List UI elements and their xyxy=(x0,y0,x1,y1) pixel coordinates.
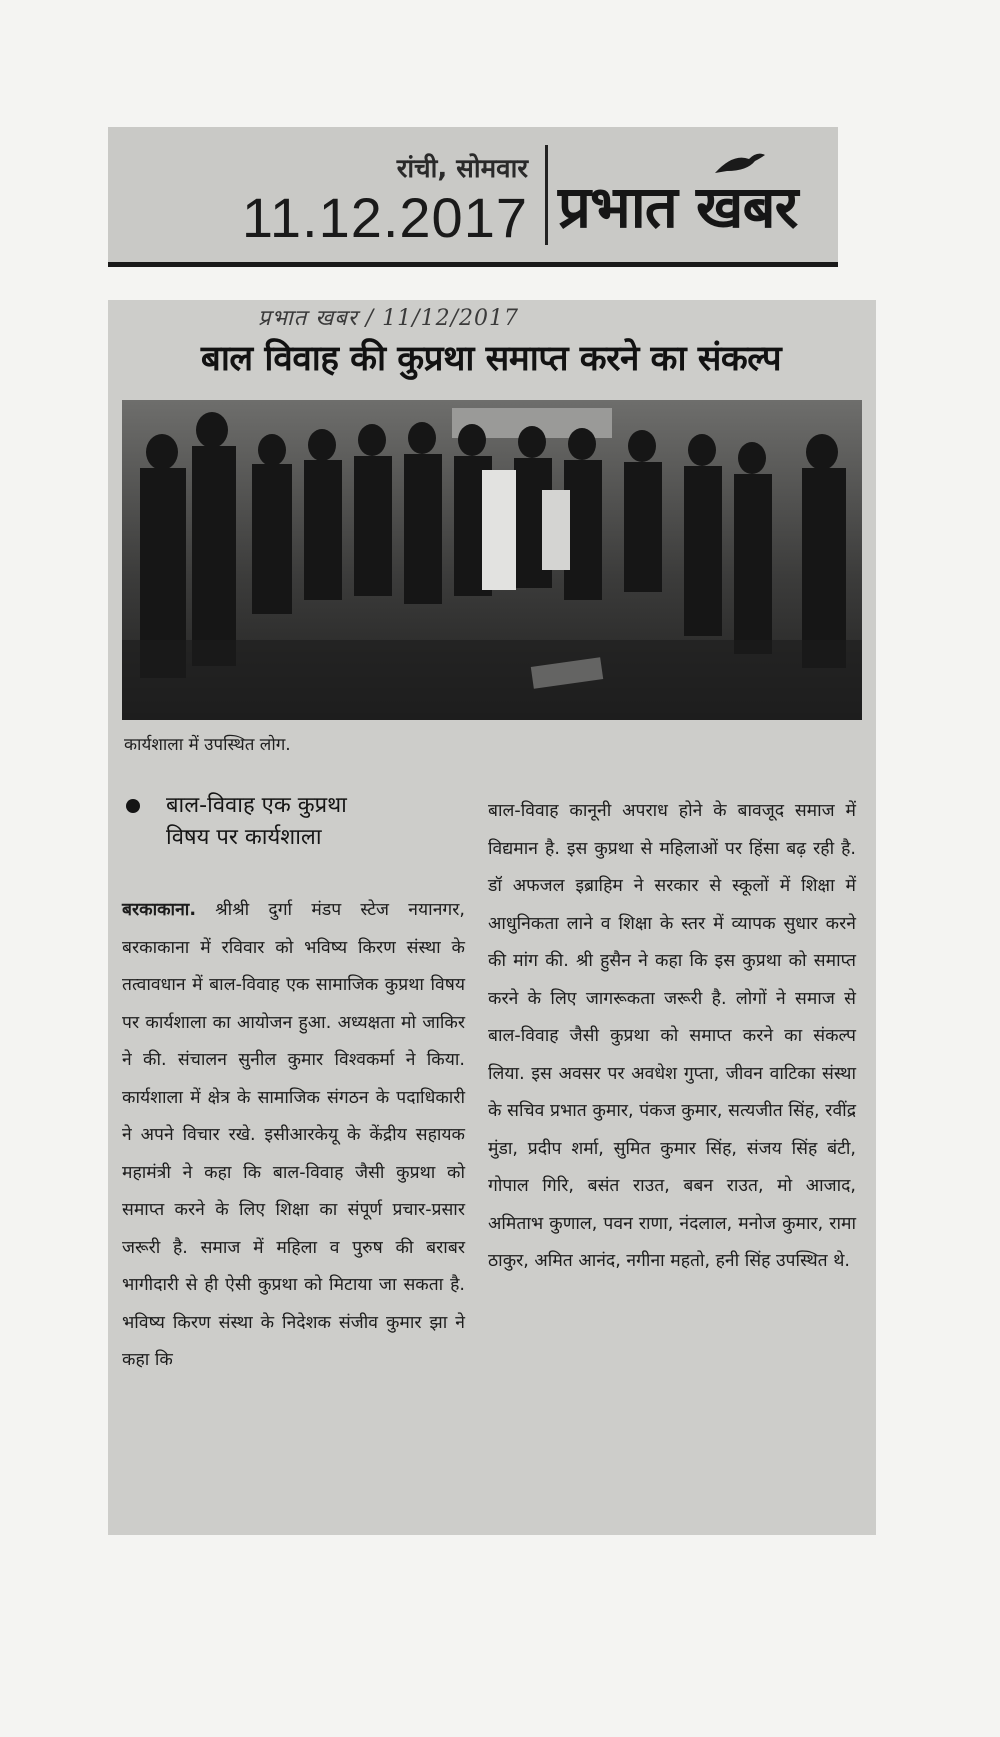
news-clipping xyxy=(108,300,876,1535)
article-text-left: श्रीश्री दुर्गा मंडप स्टेज नयानगर, बरकाकाना में रविवार को भविष्य किरण संस्था के तत्वावधान में बाल-विवाह एक सामाजिक कुप्रथा विषय पर कार्यशाला का आयोजन हुआ. अध्यक्षता मो जाकिर ने की. संचालन सुनील कुमार विश्वकर्मा ने किया. कार्यशाला में क्षेत्र के सामाजिक संगठन के पदाधिकारी ने अपने विचार रखे. इसीआरकेयू के केंद्रीय सहायक महामंत्री ने कहा कि बाल-विवाह जैसी कुप्रथा को समाप्त करने के लिए शिक्षा का संपूर्ण प्रचार-प्रसार जरूरी है. समाज में महिला व पुरुष की बराबर भागीदारी से ही ऐसी कुप्रथा को मिटाया जा सकता है. भविष्य किरण संस्था के निदेशक संजीव कुमार झा ने कहा कि xyxy=(122,900,465,1370)
publication-date: 11.12.2017 xyxy=(241,186,528,249)
masthead-divider xyxy=(545,145,548,245)
bleed-through-text xyxy=(40,82,49,121)
bullet-icon xyxy=(126,799,140,813)
subheading-line: बाल-विवाह एक कुप्रथा xyxy=(166,793,347,818)
subheading xyxy=(126,790,446,854)
group-photo xyxy=(122,400,862,720)
paper-name: प्रभात खबर xyxy=(558,173,798,241)
article-column-right xyxy=(488,793,856,1281)
newspaper-masthead xyxy=(108,127,838,267)
headline: बाल विवाह की कुप्रथा समाप्त करने का संकल्प xyxy=(200,339,782,379)
article-column-left xyxy=(122,892,465,1380)
dateline: बरकाकाना. xyxy=(122,900,196,920)
article-text-right: बाल-विवाह कानूनी अपराध होने के बावजूद समाज में विद्यमान है. इस कुप्रथा से महिलाओं पर हिंसा बढ़ रही है. डॉ अफजल इब्राहिम ने सरकार से स्कूलों में शिक्षा में आधुनिकता लाने व शिक्षा के स्तर में व्यापक सुधार करने की मांग की. श्री हुसैन ने कहा कि इस कुप्रथा को समाप्त करने के लिए जागरूकता जरूरी है. लोगों ने समाज से बाल-विवाह जैसी कुप्रथा को समाप्त करने का संकल्प लिया. इस अवसर पर अवधेश गुप्ता, जीवन वाटिका संस्था के सचिव प्रभात कुमार, पंकज कुमार, सत्यजीत सिंह, रवींद्र मुंडा, प्रदीप शर्मा, सुमित कुमार सिंह, संजय सिंह बंटी, गोपाल गिरि, बसंत राउत, बबन राउत, मो आजाद, अमिताभ कुणाल, पवन राणा, नंदलाल, मनोज कुमार, रामा ठाकुर, अमित आनंद, नगीना महतो, हनी सिंह उपस्थित थे. xyxy=(488,801,856,1271)
handwritten-note: प्रभात खबर / 11/12/2017 xyxy=(258,306,519,331)
city-day: रांची, सोमवार xyxy=(396,154,528,184)
subheading-line: विषय पर कार्यशाला xyxy=(166,825,322,850)
photo-caption: कार्यशाला में उपस्थित लोग. xyxy=(124,735,291,755)
